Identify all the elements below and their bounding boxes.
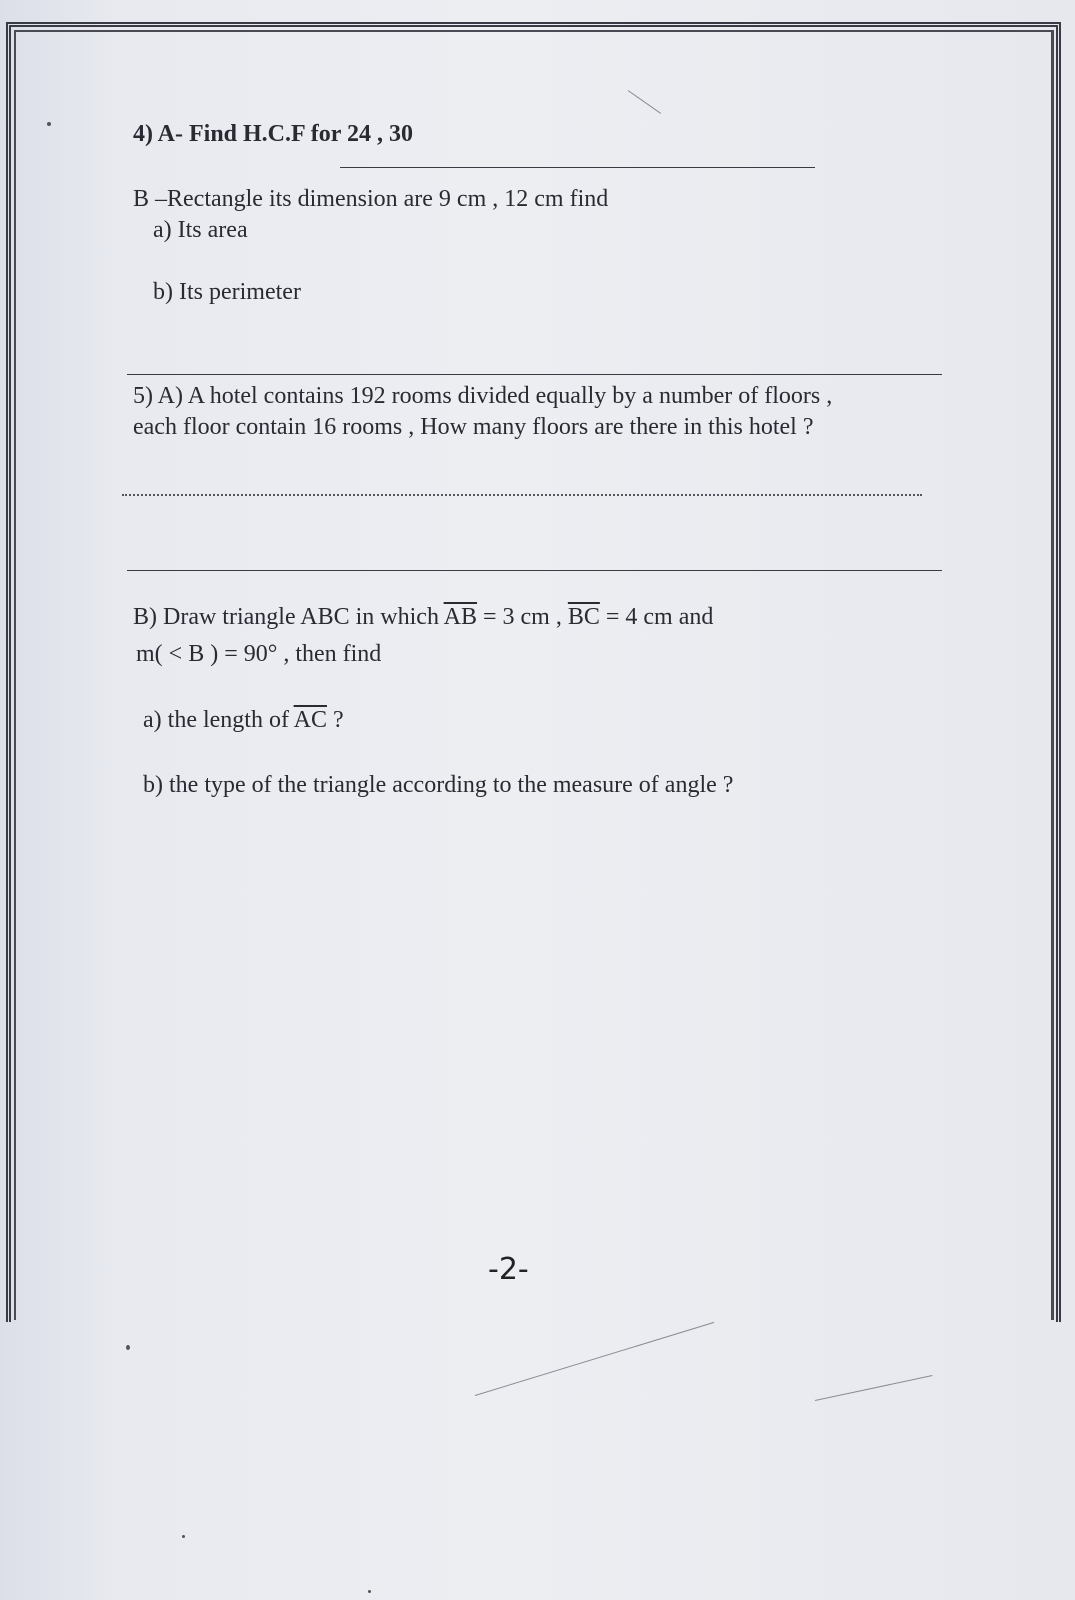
scan-speck	[368, 1590, 371, 1593]
question-4b-part-b: b) Its perimeter	[153, 279, 301, 305]
question-5a-line-2: each floor contain 16 rooms , How many floors are there in this hotel ?	[133, 414, 814, 440]
scan-speck	[182, 1535, 185, 1538]
question-5b-part-a-text: a) the length of	[143, 707, 294, 733]
segment-bc: $\overline{BC}$	[567, 604, 600, 630]
scan-speck	[47, 122, 51, 126]
question-4a: 4) A- Find H.C.F for 24 , 30	[133, 121, 413, 147]
scan-speck	[126, 1345, 130, 1350]
question-5b-text-1: Draw triangle ABC in which	[163, 604, 444, 630]
answer-line-4a	[340, 167, 815, 168]
question-5a-line-1	[133, 384, 832, 408]
segment-ac: $\overline{AC}$	[293, 707, 327, 733]
segment-ab: $\overline{AB}$	[443, 604, 477, 630]
question-5b-label: B)	[133, 604, 157, 630]
question-5b-line-2: m( < B ) = 90° , then find	[136, 641, 382, 667]
page-number: -2-	[488, 1252, 529, 1287]
question-5a-text-1: A hotel contains 192 rooms divided equally by a number of floors ,	[187, 383, 833, 409]
section-divider-1	[127, 374, 942, 375]
question-5a-number: 5) A)	[133, 383, 183, 409]
answer-dotted-line	[122, 494, 922, 496]
section-divider-2	[127, 570, 942, 571]
question-4b-part-a: a) Its area	[153, 217, 248, 243]
question-5b-text-2: = 3 cm ,	[476, 604, 568, 630]
question-5b-line-1	[133, 605, 713, 629]
question-5b-part-a-end: ?	[326, 707, 344, 733]
question-5b-part-b: b) the type of the triangle according to the measure of angle ?	[143, 772, 734, 798]
question-5b-part-a	[143, 708, 344, 732]
question-4b: B –Rectangle its dimension are 9 cm , 12 cm find	[133, 186, 609, 212]
question-5b-text-3: = 4 cm and	[599, 604, 714, 630]
